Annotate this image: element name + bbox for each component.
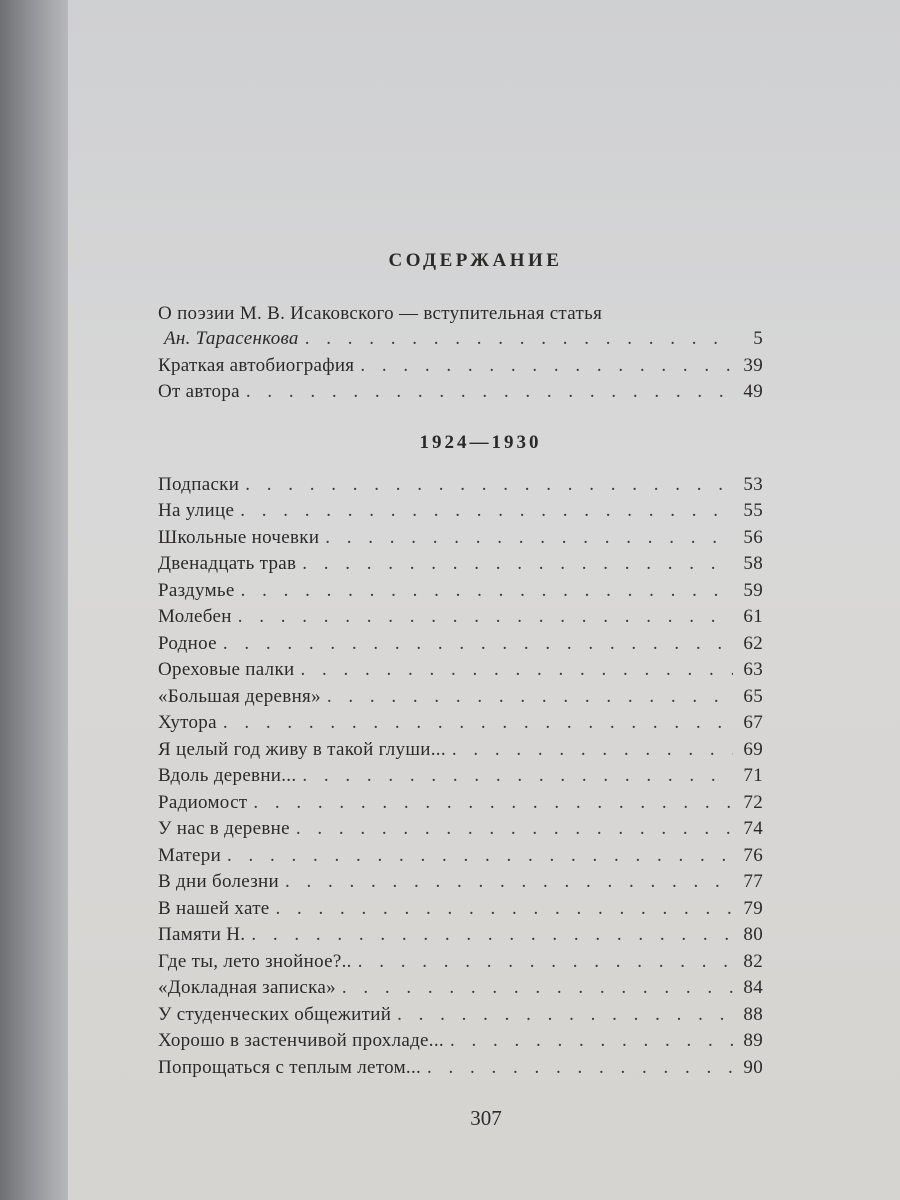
toc-entry xyxy=(158,379,763,406)
toc-entry-title: Подпаски xyxy=(158,473,240,495)
toc-entry-page: 39 xyxy=(743,354,763,376)
toc-entry-page: 84 xyxy=(743,977,763,998)
section-entries xyxy=(158,472,763,1082)
toc-entry xyxy=(158,631,763,658)
dot-leader xyxy=(342,975,733,1002)
dot-leader xyxy=(360,353,733,380)
toc-entry-title: Школьные ночевки xyxy=(158,526,320,548)
toc-entry xyxy=(158,710,763,737)
toc-entry-intro-line2 xyxy=(158,326,763,353)
toc-entry-title: Раздумье xyxy=(158,579,235,601)
toc-entry-page: 67 xyxy=(743,712,763,733)
toc-entry xyxy=(158,949,763,976)
dot-leader xyxy=(302,763,733,790)
toc-entry xyxy=(158,1055,763,1082)
dot-leader xyxy=(302,551,733,578)
toc-entry xyxy=(158,604,763,631)
toc-entry-title: Хорошо в застенчивой прохладе... xyxy=(158,1030,444,1051)
toc-entry-page: 56 xyxy=(743,526,763,548)
toc-entry-title: Родное xyxy=(158,632,217,654)
toc-entry-title: Я целый год живу в такой глуши... xyxy=(158,738,446,760)
toc-entry-page: 63 xyxy=(743,659,763,680)
toc-entry-title: Памяти Н. xyxy=(158,924,246,945)
toc-entry-intro-line1 xyxy=(158,302,763,326)
toc-entry-title: От автора xyxy=(158,381,240,402)
toc-entry-page: 59 xyxy=(743,579,763,601)
toc-entry xyxy=(158,1028,763,1055)
toc-entry-title: Молебен xyxy=(158,606,232,627)
toc-entry-page: 53 xyxy=(743,473,763,495)
toc-entry xyxy=(158,869,763,896)
page-number: 307 xyxy=(470,1106,502,1130)
dot-leader xyxy=(246,379,733,406)
toc-entry-page: 69 xyxy=(743,738,763,760)
toc-entry-title: У нас в деревне xyxy=(158,818,290,839)
toc-entry-page: 62 xyxy=(743,632,763,654)
dot-leader xyxy=(227,843,733,870)
toc-entry-page: 77 xyxy=(743,871,763,892)
toc-entry-page: 79 xyxy=(743,897,763,919)
toc-entry xyxy=(158,472,763,499)
intro-entries xyxy=(158,302,763,406)
dot-leader xyxy=(276,896,733,923)
toc-entry-page: 74 xyxy=(743,818,763,839)
dot-leader xyxy=(300,657,733,684)
dot-leader xyxy=(397,1002,733,1029)
toc-entry xyxy=(158,790,763,817)
toc-entry-page: 82 xyxy=(743,950,763,972)
dot-leader xyxy=(245,472,733,499)
toc-entry xyxy=(158,816,763,843)
toc-entry xyxy=(158,657,763,684)
toc-entry-page: 72 xyxy=(743,791,763,813)
toc-entry-page: 90 xyxy=(743,1056,763,1078)
section-heading: 1924—1930 xyxy=(419,431,542,453)
toc-entry-title: Попрощаться с теплым летом... xyxy=(158,1056,422,1078)
toc-entry xyxy=(158,763,763,790)
toc-entry-title: Хутора xyxy=(158,712,217,733)
toc-entry-title: В нашей хате xyxy=(158,897,270,919)
dot-leader xyxy=(327,684,733,711)
toc-entry-title: На улице xyxy=(158,500,235,521)
toc-entry xyxy=(158,896,763,923)
toc-entry-title: Ореховые палки xyxy=(158,659,295,680)
dot-leader xyxy=(450,1028,733,1055)
toc-entry-title: Краткая автобиография xyxy=(158,354,355,376)
toc-entry xyxy=(158,922,763,949)
toc-entry-author: Ан. Тарасенкова xyxy=(164,328,299,349)
toc-entry-page: 65 xyxy=(743,685,763,707)
toc-entry-title: «Докладная записка» xyxy=(158,977,336,998)
toc-entry xyxy=(158,1002,763,1029)
dot-leader xyxy=(223,631,733,658)
toc-entry-title: Радиомост xyxy=(158,791,248,813)
toc-entry-title: В дни болезни xyxy=(158,871,279,892)
toc-entry xyxy=(158,525,763,552)
toc-entry-page: 58 xyxy=(743,553,763,574)
table-of-contents xyxy=(158,250,763,1081)
toc-entry-title: Вдоль деревни... xyxy=(158,765,297,786)
toc-entry-title: Матери xyxy=(158,844,222,866)
toc-entry-title: У студенческих общежитий xyxy=(158,1003,392,1025)
dot-leader xyxy=(241,578,733,605)
dot-leader xyxy=(240,498,733,525)
toc-entry-page: 88 xyxy=(743,1003,763,1025)
dot-leader xyxy=(285,869,733,896)
toc-entry-title: О поэзии М. В. Исаковского — вступительная статья xyxy=(158,303,603,324)
dot-leader xyxy=(253,790,733,817)
toc-entry-page: 55 xyxy=(743,500,763,521)
book-spine xyxy=(0,0,70,1200)
toc-entry-page: 80 xyxy=(743,924,763,945)
dot-leader xyxy=(223,710,733,737)
toc-entry xyxy=(158,578,763,605)
dot-leader xyxy=(305,326,733,353)
toc-entry xyxy=(158,843,763,870)
toc-entry xyxy=(158,737,763,764)
toc-entry xyxy=(158,684,763,711)
dot-leader xyxy=(296,816,733,843)
dot-leader xyxy=(238,604,733,631)
toc-entry-title: Где ты, лето знойное?.. xyxy=(158,950,352,972)
toc-entry-page: 76 xyxy=(743,844,763,866)
dot-leader xyxy=(358,949,733,976)
dot-leader xyxy=(251,922,733,949)
toc-entry xyxy=(158,975,763,1002)
toc-entry-page: 61 xyxy=(743,606,763,627)
contents-heading: СОДЕРЖАНИЕ xyxy=(388,250,563,271)
toc-entry-page: 71 xyxy=(743,765,763,786)
dot-leader xyxy=(427,1055,733,1082)
toc-entry-title: Двенадцать трав xyxy=(158,553,297,574)
toc-entry xyxy=(158,551,763,578)
dot-leader xyxy=(452,737,733,764)
book-page xyxy=(68,0,900,1200)
dot-leader xyxy=(325,525,733,552)
toc-entry-page: 89 xyxy=(743,1030,763,1051)
toc-entry-page: 5 xyxy=(753,328,763,349)
toc-entry-title: «Большая деревня» xyxy=(158,685,321,707)
toc-entry-page: 49 xyxy=(743,381,763,402)
toc-entry xyxy=(158,353,763,380)
toc-entry xyxy=(158,498,763,525)
